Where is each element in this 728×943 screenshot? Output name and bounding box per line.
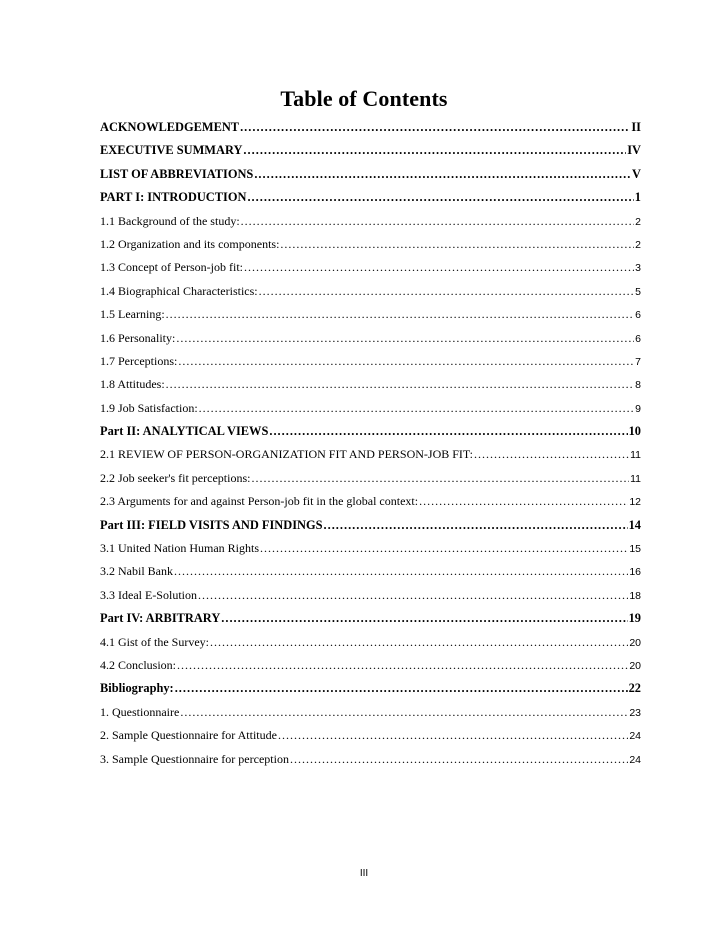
- toc-entry-page: 6: [635, 309, 641, 322]
- toc-entry-page: 11: [630, 449, 641, 462]
- toc-entry-label: 3. Sample Questionnaire for perception: [100, 751, 289, 766]
- toc-entry-label: EXECUTIVE SUMMARY: [100, 143, 243, 158]
- toc-entry-page: 14: [628, 517, 641, 532]
- toc-entry-page: 5: [635, 285, 641, 298]
- toc-entry-page: 7: [635, 355, 641, 368]
- toc-entry-page: 18: [629, 589, 641, 602]
- toc-dot-leader: [324, 514, 628, 537]
- toc-entry[interactable]: [100, 631, 641, 654]
- toc-entry-label: Part II: ANALYTICAL VIEWS: [100, 424, 269, 439]
- toc-entry[interactable]: [100, 139, 641, 162]
- toc-entry-label: ACKNOWLEDGEMENT: [100, 120, 240, 134]
- toc-dot-leader: [243, 139, 626, 162]
- toc-entry-label: Bibliography:: [100, 681, 174, 696]
- toc-entry[interactable]: [100, 186, 641, 209]
- toc-entry-page: 24: [629, 753, 641, 766]
- toc-entry-page: 22: [628, 681, 641, 696]
- toc-entry[interactable]: [100, 443, 641, 466]
- toc-entry-page: 24: [629, 730, 641, 743]
- toc-entry-label: 1.1 Background of the study:: [100, 213, 240, 228]
- toc-entry-page: 9: [635, 402, 641, 415]
- toc-entry-page: 15: [629, 543, 641, 556]
- toc-entry-label: LIST OF ABBREVIATIONS: [100, 166, 254, 181]
- toc-entry-page: IV: [627, 143, 641, 158]
- toc-entry-label: 4.2 Conclusion:: [100, 657, 177, 672]
- page-title: Table of Contents: [280, 86, 448, 111]
- toc-dot-leader: [254, 163, 631, 186]
- toc-dot-leader: [419, 490, 628, 513]
- toc-entry[interactable]: [100, 514, 641, 537]
- toc-entry[interactable]: [100, 677, 641, 700]
- toc-dot-leader: [278, 724, 628, 747]
- toc-entry-page: 19: [628, 611, 641, 626]
- toc-dot-leader: [241, 210, 635, 233]
- toc-entry[interactable]: [100, 163, 641, 186]
- toc-entry-label: 1.2 Organization and its components:: [100, 236, 280, 251]
- toc-entry[interactable]: [100, 210, 641, 233]
- toc-entry-label: Part III: FIELD VISITS AND FINDINGS: [100, 517, 323, 532]
- toc-entry[interactable]: [100, 467, 641, 490]
- toc-dot-leader: [244, 256, 634, 279]
- toc-entry-label: 3.3 Ideal E-Solution: [100, 587, 197, 602]
- toc-entry[interactable]: [100, 654, 641, 677]
- toc-dot-leader: [176, 327, 634, 350]
- toc-entry-page: 2: [635, 215, 641, 228]
- toc-entry-label: 1.5 Learning:: [100, 307, 165, 322]
- toc-entry[interactable]: [100, 560, 641, 583]
- toc-entry[interactable]: [100, 724, 641, 747]
- toc-entry[interactable]: [100, 327, 641, 350]
- toc-entry[interactable]: [100, 256, 641, 279]
- toc-entry-label: Part IV: ARBITRARY: [100, 611, 221, 626]
- toc-entry[interactable]: [100, 397, 641, 420]
- toc-dot-leader: [177, 654, 628, 677]
- toc-dot-leader: [474, 443, 629, 466]
- toc-entry[interactable]: [100, 607, 641, 630]
- toc-entry-label: 2. Sample Questionnaire for Attitude: [100, 728, 277, 743]
- toc-entry-label: 3.2 Nabil Bank: [100, 564, 173, 579]
- toc-entry-page: V: [632, 166, 641, 181]
- toc-dot-leader: [290, 748, 628, 771]
- toc-entry-label: PART I: INTRODUCTION: [100, 190, 247, 205]
- toc-dot-leader: [210, 631, 628, 654]
- toc-dot-leader: [174, 560, 628, 583]
- toc-entry-page: 23: [629, 706, 641, 719]
- toc-dot-leader: [240, 116, 630, 139]
- toc-dot-leader: [166, 303, 635, 326]
- toc-dot-leader: [280, 233, 634, 256]
- toc-entry-page: 16: [629, 566, 641, 579]
- toc-entry[interactable]: [100, 420, 641, 443]
- toc-entry-label: 1. Questionnaire: [100, 704, 180, 719]
- toc-dot-leader: [198, 584, 628, 607]
- toc-entry-label: 2.1 REVIEW OF PERSON-ORGANIZATION FIT AND PERSON-JOB FIT:: [100, 447, 473, 462]
- toc-entry-label: 2.2 Job seeker's fit perceptions:: [100, 470, 251, 485]
- toc-entry-label: 1.6 Personality:: [100, 330, 176, 345]
- toc-dot-leader: [260, 537, 628, 560]
- toc-dot-leader: [178, 350, 634, 373]
- toc-entry[interactable]: [100, 373, 641, 396]
- toc-entry-page: 20: [629, 659, 641, 672]
- toc-entry-label: 2.3 Arguments for and against Person-job fit in the global context:: [100, 494, 419, 509]
- toc-entry[interactable]: [100, 116, 641, 139]
- toc-entry-label: 1.4 Biographical Characteristics:: [100, 283, 258, 298]
- toc-entry[interactable]: [100, 537, 641, 560]
- toc-entry-page: 1: [634, 190, 641, 205]
- toc-entry-label: 1.3 Concept of Person-job fit:: [100, 260, 243, 275]
- toc-entry-page: 2: [635, 238, 641, 251]
- toc-entry-label: 4.1 Gist of the Survey:: [100, 634, 209, 649]
- toc-dot-leader: [199, 397, 634, 420]
- toc-dot-leader: [269, 420, 627, 443]
- toc-dot-leader: [180, 701, 628, 724]
- toc-entry-page: 11: [630, 472, 641, 485]
- toc-entry[interactable]: [100, 280, 641, 303]
- toc-dot-leader: [166, 373, 634, 396]
- toc-dot-leader: [251, 467, 629, 490]
- toc-entry-label: 1.8 Attitudes:: [100, 377, 165, 392]
- toc-dot-leader: [221, 607, 627, 630]
- toc-entry-label: 1.7 Perceptions:: [100, 353, 178, 368]
- toc-dot-leader: [247, 186, 633, 209]
- toc-entry-page: 10: [628, 424, 641, 439]
- table-of-contents: [100, 116, 641, 771]
- toc-dot-leader: [175, 677, 628, 700]
- toc-entry[interactable]: [100, 701, 641, 724]
- toc-dot-leader: [259, 280, 635, 303]
- toc-entry-label: 1.9 Job Satisfaction:: [100, 400, 198, 415]
- toc-entry-label: 3.1 United Nation Human Rights: [100, 541, 259, 556]
- toc-entry[interactable]: [100, 584, 641, 607]
- toc-entry-page: 6: [635, 332, 641, 345]
- page-number: III: [359, 868, 369, 879]
- toc-entry[interactable]: [100, 490, 641, 513]
- toc-entry-page: 12: [629, 496, 641, 509]
- toc-entry-page: 20: [629, 636, 641, 649]
- toc-entry-page: 8: [635, 379, 641, 392]
- toc-entry-page: 3: [635, 262, 641, 275]
- toc-entry[interactable]: [100, 233, 641, 256]
- toc-entry[interactable]: [100, 303, 641, 326]
- toc-entry-page: II: [631, 120, 641, 134]
- toc-entry[interactable]: [100, 350, 641, 373]
- toc-entry[interactable]: [100, 748, 641, 771]
